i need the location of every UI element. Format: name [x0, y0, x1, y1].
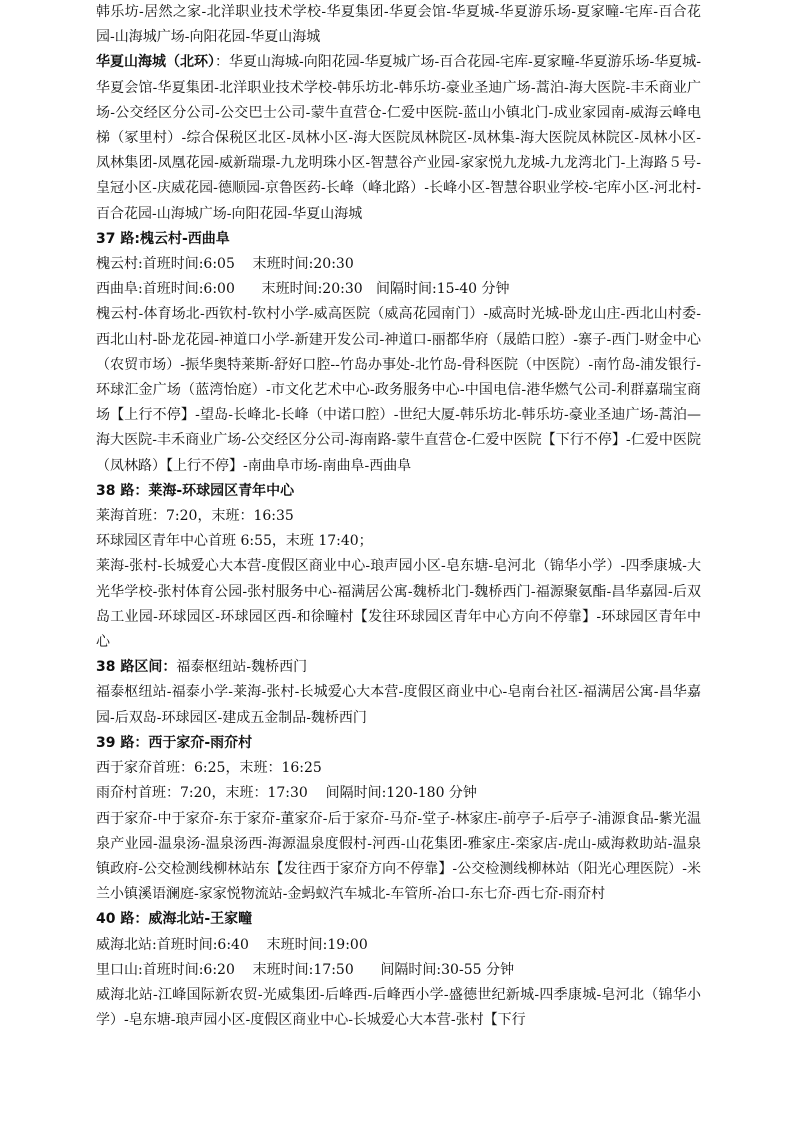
route-38-schedule-1: 莱海首班：7:20，末班：16:35 — [96, 508, 294, 525]
route-39-schedule-1: 西于家夼首班：6:25，末班：16:25 — [96, 760, 322, 777]
route-40-schedule-2: 里口山:首班时间:6:20 末班时间:17:50 间隔时间:30-55 分钟 — [96, 961, 514, 978]
route-38s-stops: 福泰枢纽站-福泰小学-莱海-张村-长城爱心大本营-度假区商业中心-皂南台社区-福满居公寓-昌华嘉园-后双岛-环球园区-建成五金制品-魏桥西门 — [96, 684, 701, 726]
route-38s-heading — [96, 655, 701, 680]
north-loop-title: 华夏山海城（北环） — [96, 54, 216, 71]
route-40-stops: 威海北站-江峰国际新农贸-光威集团-后峰西-后峰西小学-盛德世纪新城-四季康城-皂河北（锦华小学）-皂东塘-琅声园小区-度假区商业中心-长城爱心大本营-张村【下行 — [96, 986, 701, 1029]
route-39-schedule-2: 雨夼村首班：7:20，末班：17:30 间隔时间:120-180 分钟 — [96, 785, 477, 802]
route-37-stops: 槐云村-体育场北-西钦村-钦村小学-威高医院（威高花园南门）-威高时光城-卧龙山庄-西北山村委-西北山村-卧龙花园-神道口小学-新建开发公司-神道口-丽都华府（晟皓口腔）-寨子-西门-财金中心（农贸市场）-振华奥特莱斯-舒好口腔--竹岛办事处-北竹岛-骨科医院（中医院）-南竹岛-浦发银行-环球汇金广场（蓝湾怡庭）-市文化艺术中心-政务服务中心-中国电信-港华燃气公司-利群嘉瑞宝商场【上行不停】-望岛-长峰北-长峰（中诺口腔）-世纪大厦-韩乐坊北-韩乐坊-豪业圣迪广场-蒿泊—海大医院-丰禾商业广场-公交经区分公司-海南路-蒙牛直营仓-仁爱中医院【下行不停】-仁爱中医院（凤林路）【上行不停】-南曲阜市场-南曲阜-西曲阜 — [96, 306, 701, 474]
route-38s-route: 福泰枢纽站-魏桥西门 — [176, 659, 308, 676]
route-37-schedule-2: 西曲阜:首班时间:6:00 末班时间:20:30 间隔时间:15-40 分钟 — [96, 281, 510, 298]
route-38-stops: 莱海-张村-长城爱心大本营-度假区商业中心-琅声园小区-皂东塘-皂河北（锦华小学）-四季康城-大光华学校-张村体育公园-张村服务中心-福满居公寓-魏桥北门-魏桥西门-福源聚氨酯-昌华嘉园-后双岛工业园-环球园区-环球园区西-和徐疃村【发往环球园区青年中心方向不停靠】-环球园区青年中心 — [96, 558, 701, 651]
route-39-title: 39 路：西于家夼-雨夼村 — [96, 734, 253, 751]
route-36-stops-end: 韩乐坊-居然之家-北洋职业技术学校-华夏集团-华夏会馆-华夏城-华夏游乐场-夏家疃-宅库-百合花园-山海城广场-向阳花园-华夏山海城 — [96, 4, 701, 46]
route-37-title: 37 路:槐云村-西曲阜 — [96, 230, 230, 247]
north-loop-stops: ：华夏山海城-向阳花园-华夏城广场-百合花园-宅库-夏家疃-华夏游乐场-华夏城-华夏会馆-华夏集团-北洋职业技术学校-韩乐坊北-韩乐坊-豪业圣迪广场-蒿泊-海大医院-丰禾商业广场-公交经区分公司-公交巴士公司-蒙牛直营仓-仁爱中医院-蓝山小镇北门-成业家园南-威海云峰电梯（冢里村）-综合保税区北区-凤林小区-海大医院凤林院区-凤林集-海大医院凤林院区-凤林小区-凤林集团-凤凰花园-威新瑞璟-九龙明珠小区-智慧谷产业园-家家悦九龙城-九龙湾北门-上海路５号-皇冠小区-庆威花园-德顺园-京鲁医药-长峰（峰北路）-长峰小区-智慧谷职业学校-宅库小区-河北村-百合花园-山海城广场-向阳花园-华夏山海城 — [96, 54, 702, 222]
route-37-schedule-1: 槐云村:首班时间:6:05 末班时间:20:30 — [96, 256, 354, 273]
route-40-schedule-1: 威海北站:首班时间:6:40 末班时间:19:00 — [96, 936, 368, 953]
route-38-title: 38 路：莱海-环球园区青年中心 — [96, 482, 295, 499]
route-40-title: 40 路：威海北站-王家疃 — [96, 911, 253, 928]
route-38s-title: 38 路区间： — [96, 659, 177, 676]
north-loop-route — [96, 50, 701, 226]
document-page — [96, 0, 701, 1033]
route-38-schedule-2: 环球园区青年中心首班 6:55，末班 17:40； — [96, 533, 373, 550]
route-39-stops: 西于家夼-中于家夼-东于家夼-董家夼-后于家夼-马夼-堂子-林家庄-前亭子-后亭子-浦源食品-紫光温泉产业园-温泉汤-温泉汤西-海源温泉度假村-河西-山花集团-雅家庄-栾家店-虎山-威海救助站-温泉镇政府-公交检测线柳林站东【发往西于家夼方向不停靠】-公交检测线柳林站（阳光心理医院）-米兰小镇溪语澜庭-家家悦物流站-金蚂蚁汽车城北-车管所-冶口-东七夼-西七夼-雨夼村 — [96, 810, 701, 903]
